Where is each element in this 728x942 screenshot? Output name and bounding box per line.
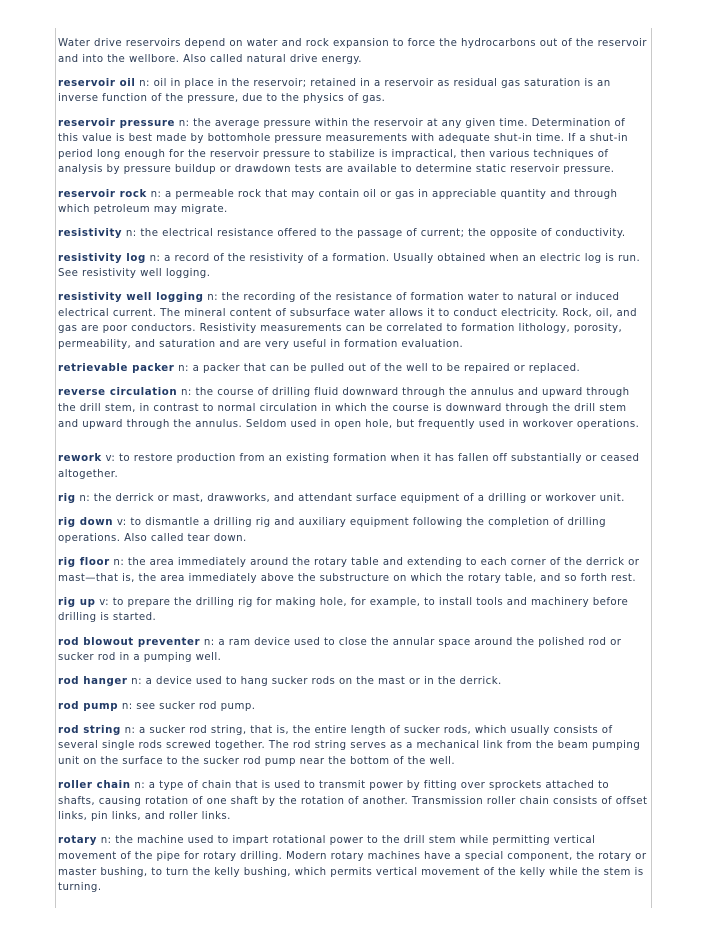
glossary-definition: n: a ram device used to close the annular space around the polished rod or sucker rod in a pumping well. (58, 636, 622, 664)
glossary-entry (58, 251, 648, 282)
glossary-term: rig up (58, 596, 96, 608)
glossary-definition: n: the electrical resistance offered to the passage of current; the opposite of conductivity. (125, 228, 626, 240)
glossary-entry (58, 555, 648, 586)
glossary-entry (58, 833, 648, 895)
glossary-term: rod blowout preventer (58, 636, 201, 648)
glossary-definition: n: see sucker rod pump. (121, 700, 256, 712)
glossary-term: rig down (58, 517, 114, 529)
glossary-definition: n: the derrick or mast, drawworks, and attendant surface equipment of a drilling or workover unit. (79, 493, 625, 504)
glossary-entry (58, 361, 648, 377)
glossary-term: rod pump (58, 700, 119, 712)
glossary-term: reservoir oil (58, 77, 136, 89)
glossary-term: rod hanger (58, 676, 128, 688)
glossary-entry (58, 116, 648, 178)
glossary-term: reservoir pressure (58, 117, 175, 129)
glossary-definition: n: a type of chain that is used to transmit power by fitting over sprockets attached to shafts, causing rotation of one shaft by the rotation of another. Transmission roller chain consists of offset links, pin links, and roller links. (58, 780, 648, 823)
right-margin-rule (651, 28, 652, 908)
glossary-entry (58, 699, 648, 715)
glossary-term: rig (58, 493, 76, 504)
glossary-term: resistivity log (58, 252, 146, 264)
glossary-definition: n: a device used to hang sucker rods on the mast or in the derrick. (131, 676, 502, 688)
glossary-definition: n: the recording of the resistance of formation water to natural or induced electrical current. The mineral content of subsurface water allows it to conduct electricity. Rock, oil, and gas are poor conductors. Resistivity measurements can be correlated to formation lithology, porosity, permeability, and saturation and are very useful in formation evaluation. (58, 292, 637, 351)
glossary-content (58, 36, 648, 904)
glossary-term: rig floor (58, 556, 110, 568)
glossary-definition: n: the machine used to impart rotational power to the drill stem while permitting vertical movement of the pipe for rotary drilling. Modern rotary machines have a special component, the rotary or master bushing, to turn the kelly bushing, which permits vertical movement of the kelly while the stem is turning. (58, 835, 647, 894)
glossary-definition: n: a record of the resistivity of a formation. Usually obtained when an electric log is run. See resistivity well logging. (58, 252, 641, 280)
glossary-entry (58, 635, 648, 666)
glossary-entry (58, 226, 648, 242)
intro-paragraph: Water drive reservoirs depend on water and rock expansion to force the hydrocarbons out of the reservoir and into the wellbore. Also called natural drive energy. (58, 38, 647, 65)
glossary-definition: n: the course of drilling fluid downward through the annulus and upward through the drill stem, in contrast to normal circulation in which the course is downward through the drill stem and upward through the annulus. Seldom used in open hole, but frequently used in workover operations. (58, 387, 640, 430)
glossary-entry (58, 723, 648, 770)
glossary-term: resistivity well logging (58, 292, 204, 304)
glossary-definition: v: to prepare the drilling rig for making hole, for example, to install tools and machinery before drilling is started. (58, 596, 629, 624)
glossary-term: resistivity (58, 228, 123, 240)
glossary-definition: n: a permeable rock that may contain oil or gas in appreciable quantity and through which petroleum may migrate. (58, 188, 618, 216)
glossary-entry (58, 290, 648, 352)
glossary-entry (58, 515, 648, 546)
glossary-definition: n: oil in place in the reservoir; retained in a reservoir as residual gas saturation is an inverse function of the pressure, due to the physics of gas. (58, 77, 611, 105)
glossary-term: roller chain (58, 780, 131, 792)
glossary-term: retrievable packer (58, 363, 175, 375)
glossary-entry (58, 385, 648, 432)
glossary-entry (58, 778, 648, 825)
glossary-term: rotary (58, 835, 98, 847)
glossary-term: rework (58, 453, 102, 465)
glossary-term: rod string (58, 724, 121, 736)
glossary-entry (58, 491, 648, 507)
glossary-definition: v: to dismantle a drilling rig and auxiliary equipment following the completion of drilling operations. Also called tear down. (58, 517, 607, 544)
glossary-entry (58, 674, 648, 690)
left-margin-rule (55, 28, 56, 908)
glossary-term: reservoir rock (58, 188, 147, 200)
glossary-entry (58, 451, 648, 482)
glossary-definition: n: the average pressure within the reservoir at any given time. Determination of this value is best made by bottomhole pressure measurements with adequate shut-in time. If a shut-in period long enough for the reservoir pressure to stabilize is impractical, then various techniques of analysis by pressure buildup or drawdown tests are available to determine static reservoir pressure. (58, 117, 629, 176)
glossary-term: reverse circulation (58, 387, 178, 399)
glossary-entry (58, 76, 648, 107)
glossary-definition: n: a packer that can be pulled out of the well to be repaired or replaced. (178, 363, 581, 375)
glossary-definition: v: to restore production from an existing formation when it has fallen off substantially or ceased altogether. (58, 453, 640, 480)
glossary-entry (58, 595, 648, 626)
glossary-definition: n: the area immediately around the rotary table and extending to each corner of the derrick or mast—that is, the area immediately above the substructure on which the rotary table, and so forth rest. (58, 556, 640, 584)
glossary-definition: n: a sucker rod string, that is, the entire length of sucker rods, which usually consists of several single rods screwed together. The rod string serves as a mechanical link from the beam pumping unit on the surface to the sucker rod pump near the bottom of the well. (58, 724, 641, 767)
glossary-entry (58, 187, 648, 218)
